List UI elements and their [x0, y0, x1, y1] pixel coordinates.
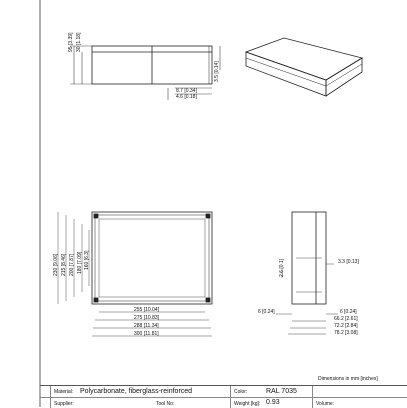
title-block: [40, 385, 407, 408]
front-dim-left-0: 230 [9.06]: [53, 253, 59, 276]
side-view-dim-labels: [258, 258, 359, 336]
color-label: Color:: [234, 389, 248, 395]
iso-top-face: [246, 38, 362, 80]
front-dim-left-1: 215 [8.46]: [61, 253, 67, 276]
side-dim-3: 6 [0.24]: [340, 309, 357, 315]
side-dim-2: 6 [0.24]: [258, 309, 275, 315]
front-dim-left-2: 200 [7.87]: [69, 253, 75, 276]
side-dim-5: 72.2 [2.84]: [334, 323, 358, 329]
iso-side-face: [326, 58, 362, 96]
top-dim-bottom-1: 4.6 [0.18]: [176, 94, 197, 100]
title-block-row-divider: [40, 397, 407, 398]
title-block-col-divider-2: [230, 386, 231, 408]
side-dim-4: 66.2 [2.61]: [334, 316, 358, 322]
volume-label: Volume:: [316, 401, 335, 407]
iso-front-face: [246, 52, 326, 96]
weight-value: 0.93: [266, 399, 280, 406]
front-dim-bottom-0: 255 [10.04]: [134, 307, 160, 313]
top-view: [70, 46, 220, 100]
weight-label: Weight [kg]:: [234, 401, 261, 407]
title-block-col-divider-3: [312, 386, 313, 408]
material-value: Polycarbonate, fiberglass-reinforced: [80, 388, 193, 395]
side-dim-6: 78.2 [3.08]: [334, 330, 358, 336]
top-view-dim-labels: [68, 32, 220, 100]
front-dim-bottom-3: 300 [11.81]: [134, 331, 159, 337]
top-dim-left-0: 95 [3.39]: [68, 32, 74, 52]
top-dim-bottom-0: 8.7 [0.34]: [176, 88, 197, 94]
front-dim-bottom-2: 288 [11.34]: [134, 323, 159, 329]
front-dim-bottom-1: 275 [10.83]: [134, 315, 160, 321]
side-dim-1: 3.3 [0.13]: [338, 259, 359, 265]
front-view-body: [92, 212, 212, 304]
side-dim-0: 2.6 [0.1]: [279, 258, 285, 277]
front-view-dim-labels: [53, 250, 160, 337]
isometric-view: [246, 38, 362, 96]
units-note: Dimensions in mm [inches]: [318, 376, 378, 382]
side-view: [276, 212, 338, 334]
material-label: Material:: [54, 389, 74, 395]
tool-label: Tool No:: [156, 401, 175, 407]
title-block-col-divider-1: [50, 386, 51, 408]
front-dim-left-3: 180 [7.09]: [77, 251, 83, 274]
top-dim-left-1: 30 [1.18]: [76, 32, 82, 52]
top-dim-right-0: 3.5 [0.14]: [214, 61, 220, 82]
color-value: RAL 7035: [266, 388, 297, 395]
front-dim-left-4: 160 [6.3]: [84, 250, 90, 270]
supplier-label: Supplier:: [54, 401, 74, 407]
